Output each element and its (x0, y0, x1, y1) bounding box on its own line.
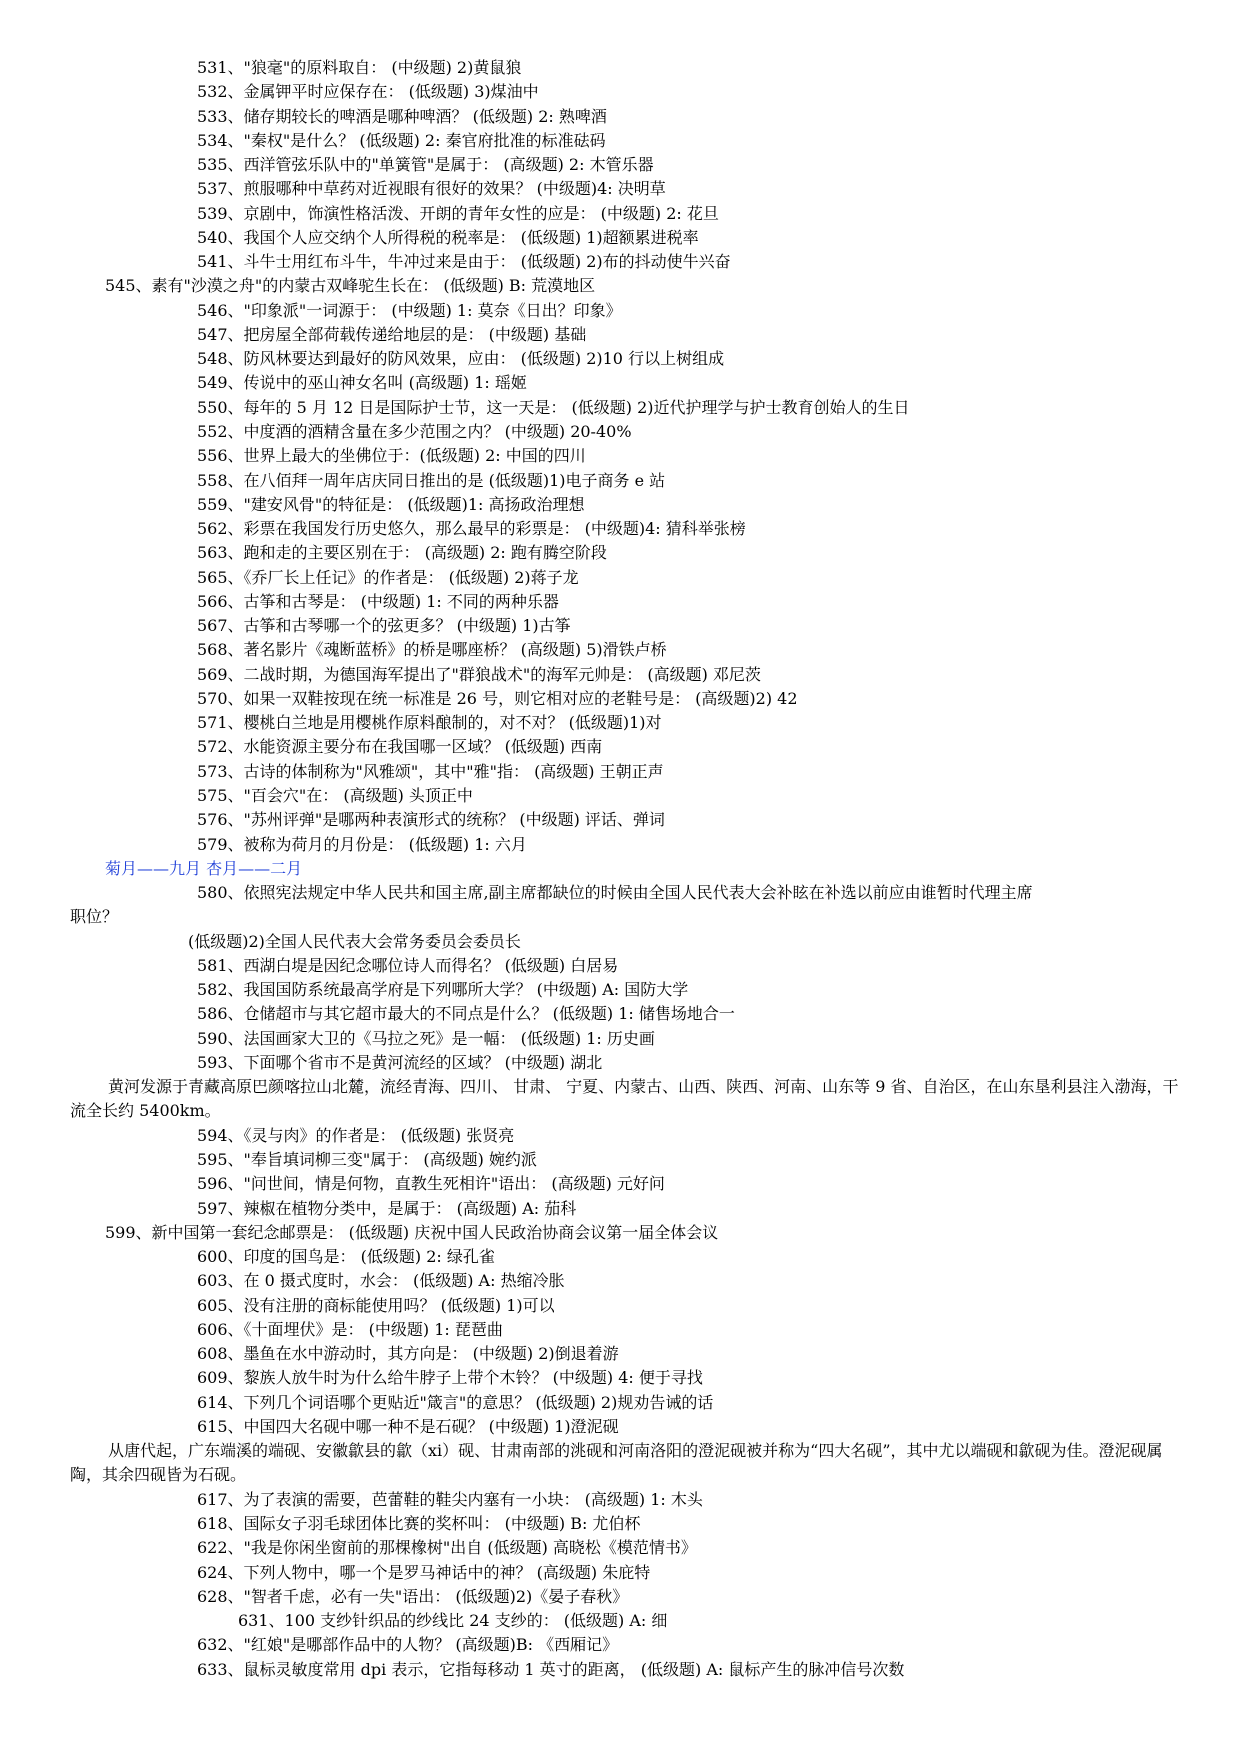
question-line: 556、世界上最大的坐佛位于：(低级题) 2: 中国的四川 (197, 446, 586, 466)
question-line: 628、"智者千虑，必有一失"语出： (低级题)2)《晏子春秋》 (197, 1586, 629, 1606)
question-line: 533、储存期较长的啤酒是哪种啤酒？ (低级题) 2: 熟啤酒 (197, 106, 607, 126)
question-line: 549、传说中的巫山神女名叫 (高级题) 1: 瑶姬 (197, 373, 527, 393)
question-line: 606、《十面埋伏》是： (中级题) 1: 琵琶曲 (197, 1319, 503, 1339)
question-line: 605、没有注册的商标能使用吗？ (低级题) 1)可以 (197, 1295, 555, 1315)
question-line: 614、下列几个词语哪个更贴近"箴言"的意思？ (低级题) 2)规劝告诫的话 (197, 1392, 714, 1412)
question-line: 531、"狼毫"的原料取自： (中级题) 2)黄鼠狼 (197, 58, 522, 77)
question-line: 539、京剧中，饰演性格活泼、开朗的青年女性的应是： (中级题) 2: 花旦 (197, 203, 719, 223)
question-line: 559、"建安风骨"的特征是： (低级题)1: 高扬政治理想 (197, 494, 585, 514)
question-line: 599、新中国第一套纪念邮票是： (低级题) 庆祝中国人民政治协商会议第一届全体会议 (105, 1222, 719, 1242)
question-line: 597、辣椒在植物分类中，是属于： (高级题) A: 茄科 (197, 1198, 577, 1218)
question-line: (低级题)2)全国人民代表大会常务委员会委员长 (188, 931, 521, 951)
question-line: 535、西洋管弦乐队中的"单簧管"是属于： (高级题) 2: 木管乐器 (197, 155, 654, 175)
question-line: 558、在八佰拜一周年店庆同日推出的是 (低级题)1)电子商务 e 站 (197, 470, 666, 490)
question-line: 552、中度酒的酒精含量在多少范围之内？ (中级题) 20-40% (197, 421, 632, 441)
question-line: 633、鼠标灵敏度常用 dpi 表示，它指每移动 1 英寸的距离， (低级题) A: 鼠标产生的脉冲信号次数 (197, 1659, 905, 1679)
question-line: 563、跑和走的主要区别在于： (高级题) 2: 跑有腾空阶段 (197, 543, 607, 563)
question-line: 594、《灵与肉》的作者是： (低级题) 张贤亮 (197, 1125, 515, 1145)
question-line: 532、金属钾平时应保存在： (低级题) 3)煤油中 (197, 82, 539, 102)
question-line: 540、我国个人应交纳个人所得税的税率是： (低级题) 1)超额累进税率 (197, 227, 699, 247)
question-line: 职位？ (70, 907, 119, 927)
question-line: 575、"百会穴"在： (高级题) 头顶正中 (197, 785, 473, 805)
question-line: 573、古诗的体制称为"风雅颂"，其中"雅"指： (高级题) 王朝正声 (197, 761, 664, 781)
explanation-paragraph: 从唐代起，广东端溪的端砚、安徽歙县的歙（xi）砚、甘肃南部的洮砚和河南洛阳的澄泥砚被并称为“四大名砚”，其中尤以端砚和歙砚为佳。澄泥砚属陶，其余四砚皆为石砚。 (70, 1441, 1163, 1485)
question-line: 565、《乔厂长上任记》的作者是： (低级题) 2)蒋子龙 (197, 567, 579, 587)
question-line: 550、每年的 5 月 12 日是国际护士节，这一天是： (低级题) 2)近代护理学与护士教育创始人的生日 (197, 397, 910, 417)
question-line: 576、"苏州评弹"是哪两种表演形式的统称？ (中级题) 评话、弹词 (197, 810, 665, 830)
question-line: 618、国际女子羽毛球团体比赛的奖杯叫： (中级题) B: 尤伯杯 (197, 1514, 641, 1533)
question-line: 580、依照宪法规定中华人民共和国主席,副主席都缺位的时候由全国人民代表大会补眩在补选以前应由谁暂时代理主席 (197, 883, 1033, 903)
question-line: 600、印度的国鸟是： (低级题) 2: 绿孔雀 (197, 1247, 495, 1267)
question-line: 615、中国四大名砚中哪一种不是石砚？ (中级题) 1)澄泥砚 (197, 1416, 619, 1436)
question-line: 590、法国画家大卫的《马拉之死》是一幅： (低级题) 1: 历史画 (197, 1028, 655, 1048)
question-line: 537、煎服哪种中草药对近视眼有很好的效果？ (中级题)4: 决明草 (197, 179, 666, 199)
question-line: 617、为了表演的需要，芭蕾鞋的鞋尖内塞有一小块： (高级题) 1: 木头 (197, 1489, 703, 1509)
question-line: 596、"问世间，情是何物，直教生死相许"语出： (高级题) 元好问 (197, 1174, 665, 1194)
question-line: 570、如果一双鞋按现在统一标准是 26 号，则它相对应的老鞋号是： (高级题)2) 42 (197, 688, 798, 708)
document-page (0, 56, 1241, 1682)
note-line: 菊月——九月 杏月——二月 (105, 858, 303, 878)
question-line: 595、"奉旨填词柳三变"属于： (高级题) 婉约派 (197, 1149, 537, 1169)
question-line: 567、古筝和古琴哪一个的弦更多？ (中级题) 1)古筝 (197, 616, 571, 636)
question-line: 581、西湖白堤是因纪念哪位诗人而得名？ (低级题) 白居易 (197, 955, 619, 975)
question-line: 566、古筝和古琴是： (中级题) 1: 不同的两种乐器 (197, 591, 559, 611)
question-line: 534、"秦权"是什么？ (低级题) 2: 秦官府批准的标准砝码 (197, 130, 606, 150)
question-line: 609、黎族人放牛时为什么给牛脖子上带个木铃？ (中级题) 4: 便于寻找 (197, 1368, 703, 1388)
question-line: 579、被称为荷月的月份是： (低级题) 1: 六月 (197, 834, 527, 854)
question-line: 547、把房屋全部荷载传递给地层的是： (中级题) 基础 (197, 324, 587, 344)
question-line: 608、墨鱼在水中游动时，其方向是： (中级题) 2)倒退着游 (197, 1344, 619, 1364)
question-line: 571、樱桃白兰地是用樱桃作原料酿制的，对不对？ (低级题)1)对 (197, 713, 662, 733)
question-line: 582、我国国防系统最高学府是下列哪所大学？ (中级题) A: 国防大学 (197, 980, 689, 1000)
question-line: 624、下列人物中，哪一个是罗马神话中的神？ (高级题) 朱庇特 (197, 1562, 651, 1582)
question-line: 631、100 支纱针织品的纱线比 24 支纱的： (低级题) A: 细 (238, 1611, 668, 1631)
question-line: 541、斗牛士用红布斗牛，牛冲过来是由于： (低级题) 2)布的抖动使牛兴奋 (197, 252, 731, 272)
question-line: 569、二战时期，为德国海军提出了"群狼战术"的海军元帅是： (高级题) 邓尼茨 (197, 664, 761, 684)
question-line: 562、彩票在我国发行历史悠久，那么最早的彩票是： (中级题)4: 猜科举张榜 (197, 519, 746, 539)
question-line: 572、水能资源主要分布在我国哪一区域？ (低级题) 西南 (197, 737, 603, 757)
question-line: 622、"我是你闲坐窗前的那棵橡树"出自 (低级题) 高晓松《模范情书》 (197, 1538, 697, 1558)
question-line: 545、素有"沙漠之舟"的内蒙古双峰驼生长在： (低级题) B: 荒漠地区 (105, 276, 596, 296)
question-line: 548、防风林要达到最好的防风效果，应由： (低级题) 2)10 行以上树组成 (197, 349, 725, 369)
question-line: 546、"印象派"一词源于： (中级题) 1: 莫奈《日出？印象》 (197, 300, 622, 320)
question-line: 586、仓储超市与其它超市最大的不同点是什么？ (低级题) 1: 储售场地合一 (197, 1004, 735, 1024)
question-line: 568、著名影片《魂断蓝桥》的桥是哪座桥？ (高级题) 5)滑铁卢桥 (197, 640, 667, 660)
question-line: 632、"红娘"是哪部作品中的人物？ (高级题)B: 《西厢记》 (197, 1635, 619, 1655)
explanation-paragraph: 黄河发源于青藏高原巴颜喀拉山北麓，流经青海、四川、 甘肃、 宁夏、内蒙古、山西、陕西、河南、山东等 9 省、自治区，在山东垦利县注入渤海，干流全长约 5400km。 (70, 1077, 1179, 1121)
question-line: 593、下面哪个省市不是黄河流经的区域？ (中级题) 湖北 (197, 1052, 603, 1072)
question-line: 603、在 0 摄式度时，水会： (低级题) A: 热缩冷胀 (197, 1271, 565, 1291)
